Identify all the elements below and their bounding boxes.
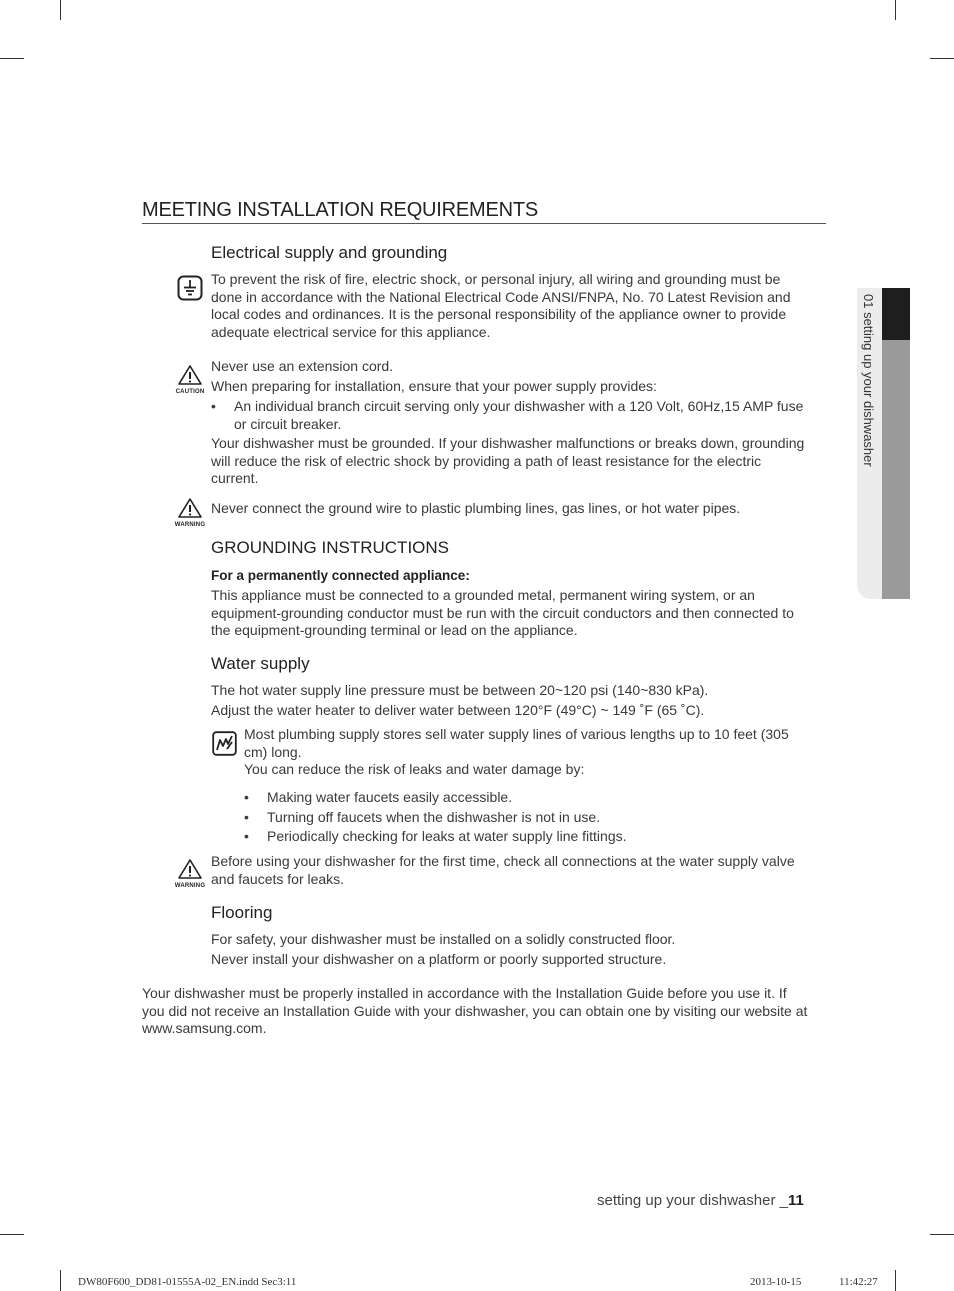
text-line: This appliance must be connected to a grounded metal, permanent wiring system, or an [211, 587, 755, 603]
flooring-line-1: For safety, your dishwasher must be installed on a solidly constructed floor. [211, 931, 676, 947]
list-item [244, 789, 744, 807]
side-tab-bar [882, 340, 910, 599]
text-line: An individual branch circuit serving only your dishwasher with a 120 Volt, 60Hz,15 AMP fuse [234, 398, 804, 414]
text-line: Your dishwasher must be grounded. If your dishwasher malfunctions or breaks down, grounding [211, 435, 805, 451]
text-line: current. [211, 470, 259, 486]
text-line: the equipment-grounding terminal or lead on the appliance. [211, 622, 578, 638]
ground-paragraph [211, 271, 791, 341]
crop-mark [930, 58, 954, 59]
crop-mark [895, 1270, 896, 1291]
bullet-text: Periodically checking for leaks at water supply line fittings. [267, 828, 627, 844]
grounding-heading: GROUNDING INSTRUCTIONS [211, 538, 449, 557]
grounding-paragraph [211, 587, 794, 640]
text-line: you did not receive an Installation Guide with your dishwasher, you can obtain one by visiting our website at [142, 1002, 808, 1019]
flooring-heading: Flooring [211, 903, 273, 922]
text-line: equipment-grounding conductor must be run with the circuit conductors and then connected to [211, 604, 794, 621]
caution-icon [172, 364, 208, 395]
closing-paragraph [142, 985, 807, 1038]
warning-icon [172, 497, 208, 528]
note-icon [211, 731, 237, 761]
text-line: local codes and ordinances. It is the personal responsibility of the appliance owner to provide [211, 306, 787, 322]
water-line-1: The hot water supply line pressure must be between 20~120 psi (140~830 kPa). [211, 682, 709, 698]
list-item [244, 828, 744, 846]
bullet-dot: • [244, 809, 249, 825]
electrical-heading: Electrical supply and grounding [211, 243, 448, 262]
grounded-paragraph [211, 435, 804, 488]
slug-file: DW80F600_DD81-01555A-02_EN.indd Sec3:11 [78, 1276, 297, 1288]
crop-mark [60, 1270, 61, 1291]
page-number: 11 [787, 1192, 804, 1209]
footer-text: setting up your dishwasher _ [597, 1192, 788, 1209]
water-line-2: Adjust the water heater to deliver water between 120°F (49°C) ~ 149 ˚F (65 ˚C). [211, 702, 705, 718]
crop-mark [895, 0, 896, 20]
text-line: You can reduce the risk of leaks and water damage by: [244, 761, 585, 777]
title-rule [142, 223, 826, 224]
water-heading: Water supply [211, 654, 310, 673]
caution-label: CAUTION [175, 389, 205, 395]
text-line: Most plumbing supply stores sell water supply lines of various lengths up to 10 feet (305 [244, 726, 789, 742]
crop-mark [0, 58, 24, 59]
page-title: MEETING INSTALLATION REQUIREMENTS [142, 199, 539, 221]
warning-label: WARNING [174, 522, 206, 528]
text-line: and faucets for leaks. [211, 870, 345, 887]
text-line: done in accordance with the National Electrical Code ANSI/FNPA, No. 70 Latest Revision and [211, 288, 791, 305]
warning-label: WARNING [174, 883, 206, 889]
text-line: Your dishwasher must be properly installed in accordance with the Installation Guide before you use it. If [142, 985, 787, 1001]
text-line: To prevent the risk of fire, electric shock, or personal injury, all wiring and grounding must be [211, 271, 781, 287]
flooring-line-2: Never install your dishwasher on a platform or poorly supported structure. [211, 951, 667, 967]
text-line: or circuit breaker. [234, 415, 342, 432]
caution-line-2: When preparing for installation, ensure that your power supply provides: [211, 378, 657, 394]
crop-mark [0, 1234, 24, 1235]
page-footer [597, 1192, 804, 1209]
crop-mark [930, 1234, 954, 1235]
crop-mark [60, 0, 61, 20]
bullet-dot: • [244, 828, 249, 844]
text-line: Before using your dishwasher for the first time, check all connections at the water supply valve [211, 853, 795, 869]
side-tab-marker [882, 288, 910, 340]
bullet-text [234, 398, 803, 433]
caution-line-1: Never use an extension cord. [211, 358, 394, 374]
list-item [211, 398, 831, 434]
grounding-subheading: For a permanently connected appliance: [211, 568, 470, 583]
warning-text: Never connect the ground wire to plastic plumbing lines, gas lines, or hot water pipes. [211, 500, 741, 516]
bullet-dot: • [211, 398, 216, 414]
text-line: adequate electrical service for this appliance. [211, 323, 491, 340]
ground-icon [176, 275, 204, 306]
bullet-text: Making water faucets easily accessible. [267, 789, 513, 805]
slug-date: 2013-10-15 [750, 1276, 802, 1288]
side-tab-label: 01 setting up your dishwasher [861, 294, 876, 467]
list-item [244, 809, 744, 827]
text-line: cm) long. [244, 743, 302, 760]
text-line: will reduce the risk of electric shock by providing a path of least resistance for the electric [211, 452, 762, 469]
warning-icon [172, 858, 208, 889]
text-line: www.samsung.com. [142, 1020, 267, 1036]
bullet-text: Turning off faucets when the dishwasher is not in use. [267, 809, 601, 825]
water-warning-text [211, 853, 795, 888]
bullet-dot: • [244, 789, 249, 805]
note-paragraph [244, 726, 789, 779]
slug-time: 11:42:27 [839, 1276, 878, 1288]
